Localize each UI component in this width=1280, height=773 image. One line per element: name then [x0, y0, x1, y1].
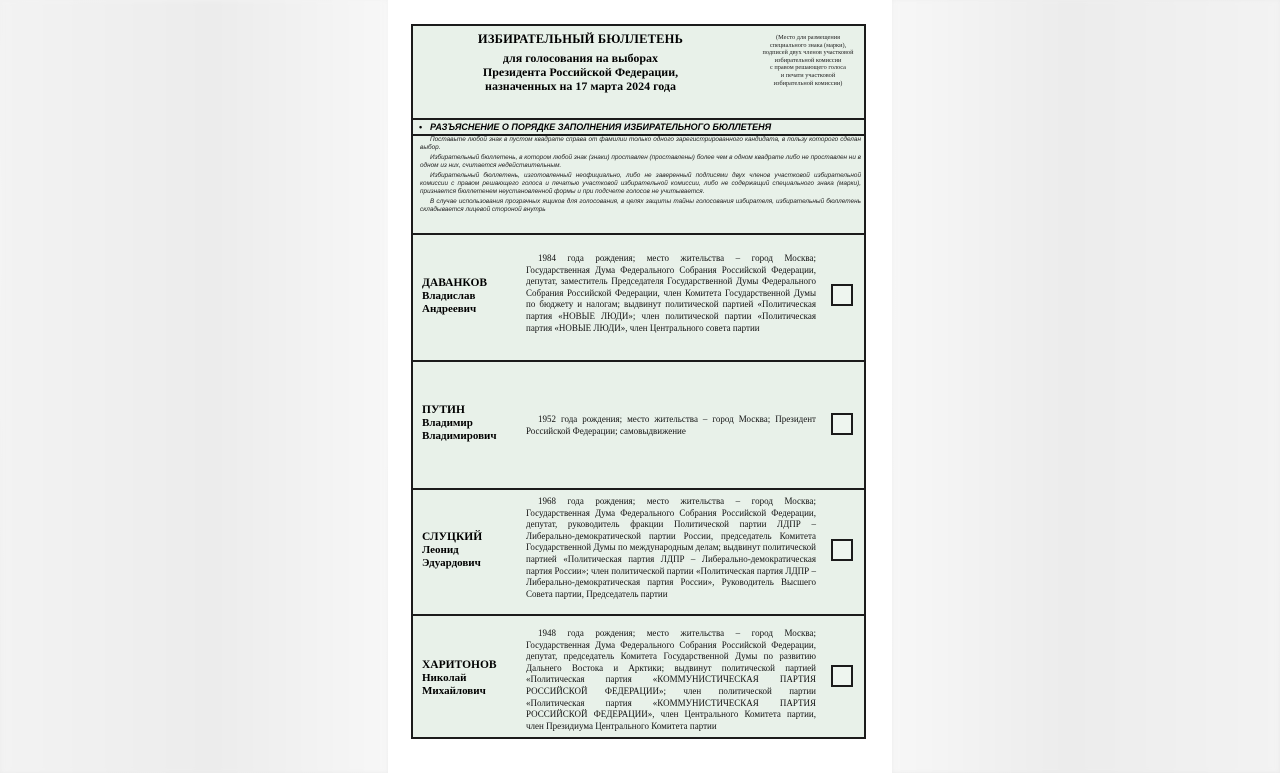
explanation-paragraph: Поставьте любой знак в пустом квадрате справа от фамилии только одного зарегистрированного кандидата, в пользу которого сделан выбор. [420, 136, 861, 152]
stamp-note-line: (Место для размещения [776, 34, 840, 41]
candidate-name [422, 659, 497, 698]
candidate-description [526, 628, 816, 732]
candidate-patronymic: Михайлович [422, 685, 486, 697]
explanation-text [420, 136, 861, 215]
candidate-first-name: Николай [422, 672, 467, 684]
stamp-note-line: специального знака (марки), [769, 41, 847, 49]
candidate-patronymic: Эдуардович [422, 557, 481, 569]
candidate-row-davankov [413, 233, 864, 360]
candidate-description [526, 496, 816, 600]
candidate-description [526, 253, 816, 334]
explanation-heading [413, 118, 864, 136]
subtitle-line: для голосования на выборах [502, 51, 659, 65]
candidate-surname: ХАРИТОНОВ [422, 659, 497, 671]
bullet-icon: • [419, 122, 423, 132]
ballot-subtitle [413, 51, 748, 93]
ballot-title: ИЗБИРАТЕЛЬНЫЙ БЮЛЛЕТЕНЬ [477, 32, 684, 46]
blurred-background-left [0, 0, 388, 773]
explanation-paragraph: В случае использования прозрачных ящиков для голосования, в целях защиты тайны голосования избирателя, избирательный бюллетень складывается лицевой стороной внутрь [420, 197, 861, 213]
candidate-patronymic: Андреевич [422, 303, 477, 315]
stamp-note-line: подписей двух членов участковой [762, 49, 854, 57]
blurred-background-right [892, 0, 1280, 773]
candidate-description-text: 1952 года рождения; место жительства – город Москва; Президент Российской Федерации; самовыдвижение [526, 414, 816, 436]
stamp-note-line: избирательной комиссии) [773, 79, 843, 87]
candidate-row-slutsky [413, 488, 864, 614]
ballot [411, 24, 866, 739]
candidate-name [422, 404, 497, 443]
candidate-patronymic: Владимирович [422, 430, 497, 442]
candidate-description-text: 1984 года рождения; место жительства – город Москва; Государственная Дума Федерального Собрания Российской Федерации, депутат, заместитель Председателя Государственной Думы Федерального Собрания Российской Федерации, член Комитета Государственной Думы по бюджету и налогам; выдвинут политической партией «Политическая партия «НОВЫЕ ЛЮДИ»; член политической партии «Политическая партия «НОВЫЕ ЛЮДИ», член Центрального совета партии [526, 253, 816, 333]
stamp-note-line: избирательной комиссии [774, 56, 842, 64]
candidate-first-name: Леонид [422, 544, 459, 556]
vote-checkbox[interactable] [831, 284, 853, 306]
candidate-description-text: 1968 года рождения; место жительства – город Москва; Государственная Дума Федерального Собрания Российской Федерации, депутат, руководитель фракции Политической партии ЛДПР – Либерально-демократической партии России, председатель Комитета Государственной Думы по международным делам; выдвинут политической партией «Политическая партия ЛДПР – Либерально-демократическая партия России»; член политической партии «Политическая партия ЛДПР – Либерально-демократическая партия России», Руководитель Высшего Совета партии, Председатель партии [526, 496, 816, 599]
stamp-placement-note [758, 34, 858, 87]
candidate-name [422, 277, 487, 316]
candidate-row-kharitonov [413, 614, 864, 741]
candidate-first-name: Владимир [422, 417, 473, 429]
candidate-name [422, 531, 482, 570]
vote-checkbox[interactable] [831, 413, 853, 435]
stamp-note-line: и печати участковой [780, 71, 836, 79]
vote-checkbox[interactable] [831, 539, 853, 561]
candidate-surname: ПУТИН [422, 404, 465, 416]
candidate-surname: СЛУЦКИЙ [422, 531, 483, 543]
subtitle-line: Президента Российской Федерации, [482, 65, 679, 79]
explanation-paragraph: Избирательный бюллетень, изготовленный неофициально, либо не заверенный подписями двух членов участковой избирательной комиссии с правом решающего голоса и печатью участковой избирательной комиссии, либо не содержащий специального знака (марки), признается бюллетенем неустановленной формы и при подсчете голосов не учитывается. [420, 171, 861, 195]
candidate-first-name: Владислав [422, 290, 476, 302]
ballot-header [413, 26, 864, 118]
candidate-surname: ДАВАНКОВ [422, 277, 488, 289]
candidate-description [526, 414, 816, 437]
subtitle-line: назначенных на 17 марта 2024 года [485, 79, 676, 93]
stamp-note-line: с правом решающего голоса [770, 64, 846, 72]
explanation-paragraph: Избирательный бюллетень, в котором любой знак (знаки) проставлен (проставлены) более чем в одном квадрате либо не проставлен ни в одном из них, считается недействительным. [420, 153, 861, 169]
explanation-heading-text: РАЗЪЯСНЕНИЕ О ПОРЯДКЕ ЗАПОЛНЕНИЯ ИЗБИРАТЕЛЬНОГО БЮЛЛЕТЕНЯ [430, 122, 772, 132]
candidate-description-text: 1948 года рождения; место жительства – город Москва; Государственная Дума Федерального Собрания Российской Федерации, депутат, председатель Комитета Государственной Думы по развитию Дальнего Востока и Арктики; выдвинут политической партией «Политическая партия «КОММУНИСТИЧЕСКАЯ ПАРТИЯ РОССИЙСКОЙ ФЕДЕРАЦИИ»; член политической партии «Политическая партия «КОММУНИСТИЧЕСКАЯ ПАРТИЯ РОССИЙСКОЙ ФЕДЕРАЦИИ», член Центрального Комитета партии, член Президиума Центрального Комитета партии [526, 628, 816, 731]
candidate-row-putin [413, 360, 864, 488]
vote-checkbox[interactable] [831, 665, 853, 687]
